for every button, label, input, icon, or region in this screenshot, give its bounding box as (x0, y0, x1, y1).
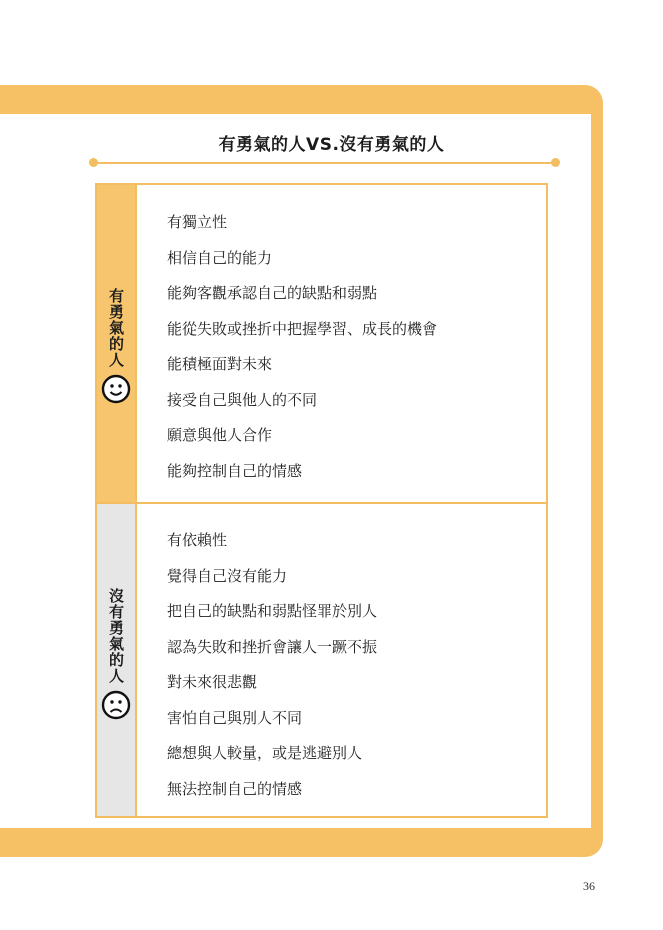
list-item: 能積極面對未來 (167, 355, 273, 373)
divider-dot-right (551, 158, 560, 167)
comparison-table (95, 183, 548, 818)
list-item: 接受自己與他人的不同 (167, 390, 318, 409)
list-item: 相信自己的能力 (167, 248, 273, 267)
uncourageous-traits-list (167, 523, 377, 807)
list-item: 有依賴性 (167, 531, 228, 549)
sad-face-icon (101, 690, 131, 720)
smiley-face-icon (101, 374, 131, 404)
list-item: 能從失敗或挫折中把握學習、成長的機會 (167, 319, 438, 338)
uncourageous-label: 沒有勇氣的人 (107, 588, 125, 684)
courageous-label: 有勇氣的人 (107, 288, 125, 368)
uncourageous-label-cell (97, 504, 137, 816)
list-item: 有獨立性 (167, 213, 228, 231)
list-item: 願意與他人合作 (167, 426, 273, 444)
list-item: 無法控制自己的情感 (167, 779, 303, 798)
list-item: 害怕自己與別人不同 (167, 708, 303, 727)
courageous-traits-list (167, 205, 437, 489)
list-item: 能夠控制自己的情感 (167, 461, 303, 480)
section-divider (97, 502, 546, 504)
list-item: 認為失敗和挫折會讓人一蹶不振 (167, 637, 378, 656)
list-item: 把自己的缺點和弱點怪罪於別人 (167, 602, 378, 620)
list-item: 總想與人較量，或是逃避別人 (167, 744, 363, 762)
page-number: 36 (583, 879, 595, 893)
list-item: 能夠客觀承認自己的缺點和弱點 (167, 284, 378, 302)
list-item: 覺得自己沒有能力 (167, 566, 288, 585)
courageous-label-cell (97, 185, 137, 502)
list-item: 對未來很悲觀 (167, 673, 258, 691)
title-divider (93, 162, 556, 164)
page-title: 有勇氣的人VS.沒有勇氣的人 (218, 135, 445, 155)
divider-dot-left (89, 158, 98, 167)
